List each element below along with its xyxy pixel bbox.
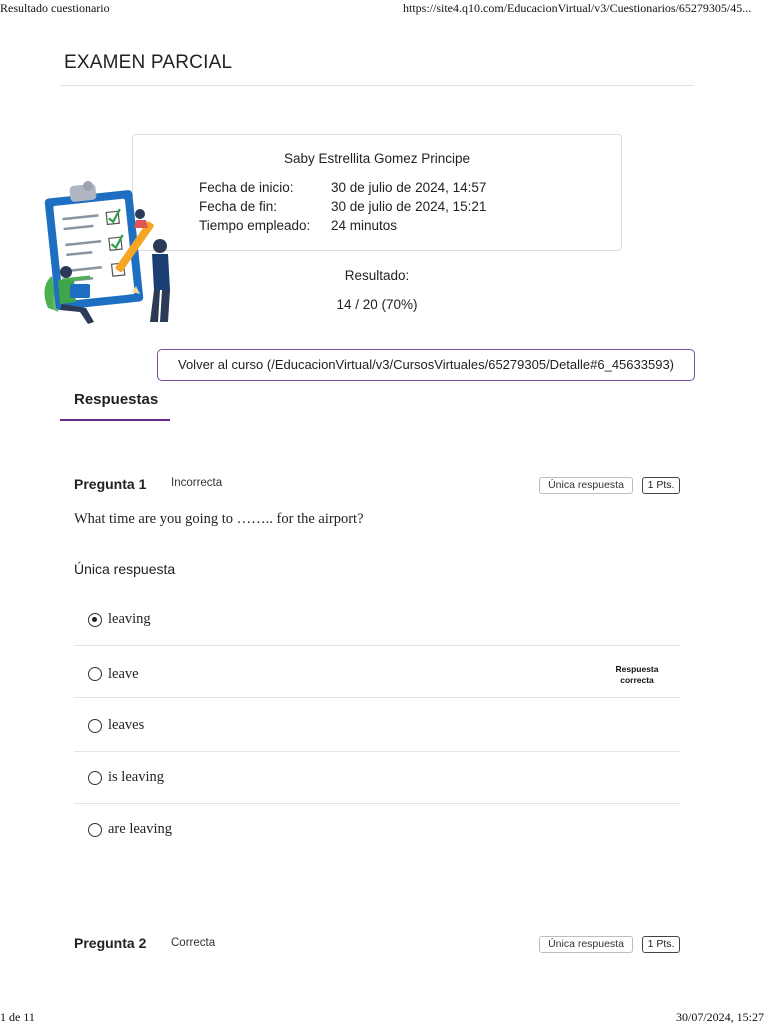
answer-option-text: leaving: [108, 611, 151, 627]
question-1-type-heading: Única respuesta: [74, 561, 176, 577]
answer-option-text: leaves: [108, 717, 145, 733]
question-1-points-badge: 1 Pts.: [642, 477, 680, 494]
answer-option: [74, 646, 680, 698]
back-to-course-button[interactable]: Volver al curso (/EducacionVirtual/v3/CursosVirtuales/65279305/Detalle#6_45633593): [157, 349, 695, 381]
start-date-value: 30 de julio de 2024, 14:57: [331, 180, 487, 195]
answer-option: [74, 804, 680, 856]
question-1-label: Pregunta 1: [74, 476, 147, 492]
radio-selected-icon[interactable]: [88, 613, 102, 627]
radio-icon[interactable]: [88, 719, 102, 733]
end-date-row: [199, 199, 486, 214]
start-date-label: Fecha de inicio:: [199, 180, 294, 195]
student-name: Saby Estrellita Gomez Principe: [283, 151, 471, 166]
question-2-label: Pregunta 2: [74, 935, 147, 951]
answer-option-text: leave: [108, 666, 139, 682]
answer-option-text: are leaving: [108, 821, 173, 837]
result-score: 14 / 20 (70%): [336, 297, 418, 312]
question-2-points-badge: 1 Pts.: [642, 936, 680, 953]
print-timestamp: 30/07/2024, 15:27: [676, 1010, 765, 1024]
clipboard-illustration: [40, 176, 186, 328]
tab-respuestas[interactable]: Respuestas: [60, 389, 170, 421]
page-title: EXAMEN PARCIAL: [64, 52, 233, 73]
radio-icon[interactable]: [88, 667, 102, 681]
start-date-row: [199, 180, 486, 195]
time-spent-value: 24 minutos: [331, 218, 398, 233]
answer-option: [74, 594, 680, 646]
end-date-value: 30 de julio de 2024, 15:21: [331, 199, 487, 214]
answer-option: [74, 752, 680, 804]
result-summary-card: [132, 134, 622, 251]
answer-option: [74, 700, 680, 752]
print-url: https://site4.q10.com/EducacionVirtual/v3/Cuestionarios/65279305/45...: [403, 1, 752, 15]
correct-answer-tag: Respuesta correcta: [615, 664, 659, 685]
print-page-count: 1 de 11: [0, 1010, 35, 1024]
radio-icon[interactable]: [88, 823, 102, 837]
time-spent-label: Tiempo empleado:: [199, 218, 311, 233]
time-spent-row: [199, 218, 397, 233]
question-1-type-badge: Única respuesta: [539, 477, 633, 494]
question-2-status: Correcta: [171, 937, 216, 949]
answer-option-text: is leaving: [108, 769, 164, 785]
question-1-status: Incorrecta: [171, 477, 223, 489]
print-page-title: Resultado cuestionario: [0, 1, 110, 15]
question-2-type-badge: Única respuesta: [539, 936, 633, 953]
question-1-text: What time are you going to …….. for the airport?: [74, 511, 364, 527]
result-label: Resultado:: [344, 268, 410, 283]
title-divider: [60, 85, 694, 86]
end-date-label: Fecha de fin:: [199, 199, 278, 214]
radio-icon[interactable]: [88, 771, 102, 785]
